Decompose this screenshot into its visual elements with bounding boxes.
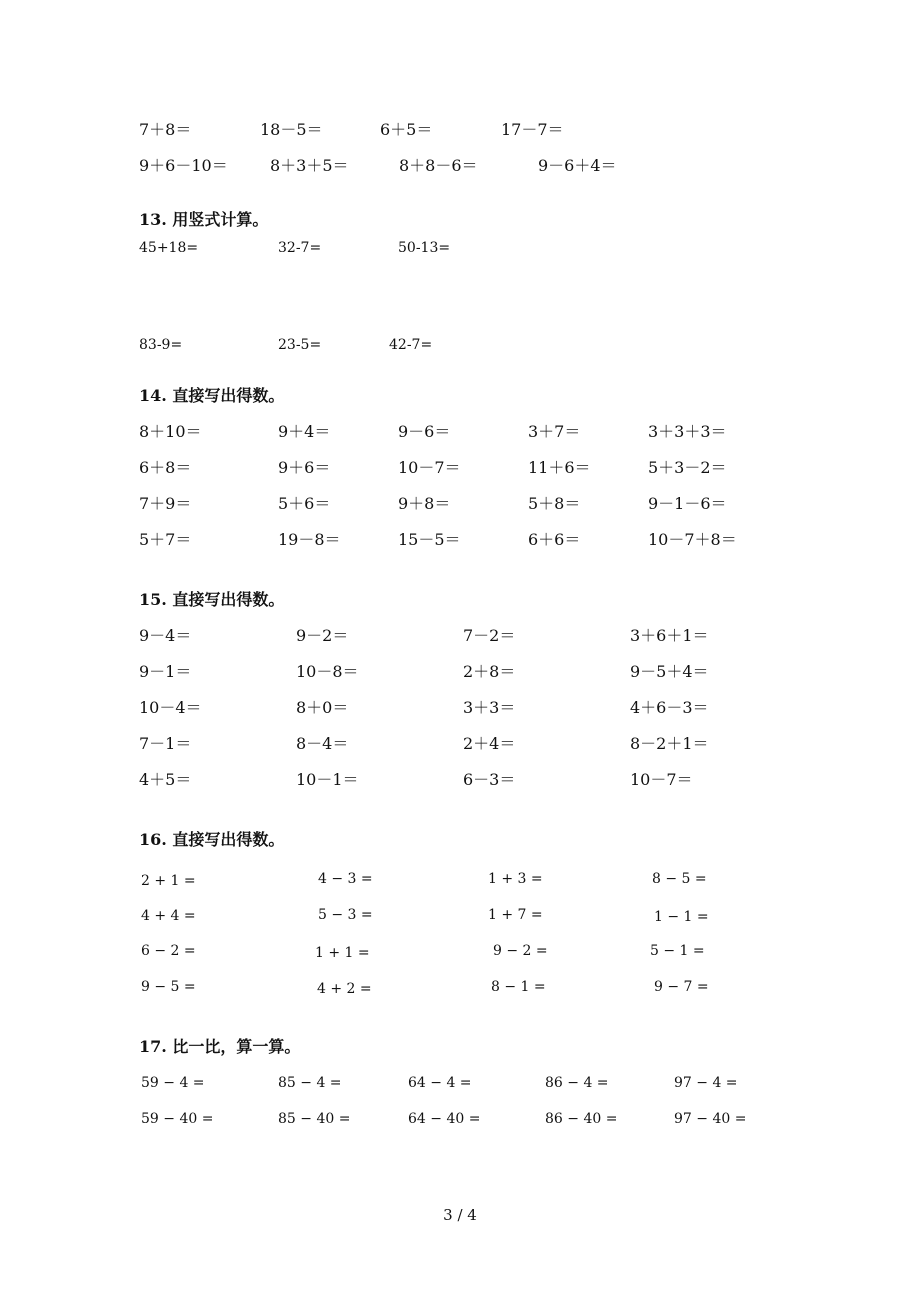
problem: 11＋6＝: [528, 458, 591, 477]
problem: 5＋8＝: [528, 494, 581, 513]
problem: 1 + 3 =: [488, 871, 543, 887]
problem: 85 − 4 =: [278, 1075, 342, 1091]
problem: 7－2＝: [463, 626, 516, 645]
problem: 50-13=: [398, 240, 451, 256]
problem: 7－1＝: [139, 734, 192, 753]
problem: 10－8＝: [296, 662, 359, 681]
page-number: 3 / 4: [443, 1206, 477, 1224]
problem: 85 − 40 =: [278, 1111, 351, 1127]
problem: 59 − 4 =: [141, 1075, 205, 1091]
problem: 8 − 1 =: [491, 979, 546, 995]
problem: 7＋9＝: [139, 494, 192, 513]
problem: 4 + 4 =: [141, 908, 196, 924]
problem: 9＋6＝: [278, 458, 331, 477]
problem: 9－5＋4＝: [630, 662, 709, 681]
problem: 9－1－6＝: [648, 494, 727, 513]
problem: 3＋6＋1＝: [630, 626, 709, 645]
problem: 9＋6－10＝: [139, 156, 228, 175]
problem: 4 − 3 =: [318, 871, 373, 887]
problem: 9 − 2 =: [493, 943, 548, 959]
section-title: 15. 直接写出得数。: [139, 590, 285, 609]
problem: 10－1＝: [296, 770, 359, 789]
problem: 23-5=: [278, 337, 322, 353]
problem: 10－7＝: [630, 770, 693, 789]
problem: 64 − 40 =: [408, 1111, 481, 1127]
problem: 3＋3＝: [463, 698, 516, 717]
problem: 9－1＝: [139, 662, 192, 681]
problem: 45+18=: [139, 240, 199, 256]
problem: 59 − 40 =: [141, 1111, 214, 1127]
problem: 9－6＋4＝: [538, 156, 617, 175]
section-title: 16. 直接写出得数。: [139, 830, 285, 849]
problem: 9 − 5 =: [141, 979, 196, 995]
problem: 10－7＋8＝: [648, 530, 737, 549]
problem: 83-9=: [139, 337, 183, 353]
problem: 86 − 40 =: [545, 1111, 618, 1127]
problem: 1 − 1 =: [654, 909, 709, 925]
problem: 97 − 40 =: [674, 1111, 747, 1127]
problem: 1 + 7 =: [488, 907, 543, 923]
problem: 9－4＝: [139, 626, 192, 645]
problem: 6＋6＝: [528, 530, 581, 549]
problem: 18－5＝: [260, 120, 323, 139]
problem: 8－2＋1＝: [630, 734, 709, 753]
problem: 3＋3＋3＝: [648, 422, 727, 441]
problem: 64 − 4 =: [408, 1075, 472, 1091]
problem: 8 − 5 =: [652, 871, 707, 887]
problem: 9－6＝: [398, 422, 451, 441]
problem: 1 + 1 =: [315, 945, 370, 961]
problem: 97 − 4 =: [674, 1075, 738, 1091]
problem: 6 − 2 =: [141, 943, 196, 959]
problem: 4＋6－3＝: [630, 698, 709, 717]
problem: 5 − 1 =: [650, 943, 705, 959]
section-title: 17. 比一比，算一算。: [139, 1037, 301, 1056]
problem: 4 + 2 =: [317, 981, 372, 997]
problem: 8＋10＝: [139, 422, 202, 441]
problem: 6＋8＝: [139, 458, 192, 477]
problem: 32-7=: [278, 240, 322, 256]
problem: 42-7=: [389, 337, 433, 353]
problem: 15－5＝: [398, 530, 461, 549]
problem: 9＋8＝: [398, 494, 451, 513]
problem: 6－3＝: [463, 770, 516, 789]
section-title: 14. 直接写出得数。: [139, 386, 285, 405]
problem: 3＋7＝: [528, 422, 581, 441]
problem: 2＋8＝: [463, 662, 516, 681]
problem: 2＋4＝: [463, 734, 516, 753]
problem: 6＋5＝: [380, 120, 433, 139]
problem: 8＋0＝: [296, 698, 349, 717]
problem: 10－7＝: [398, 458, 461, 477]
problem: 10－4＝: [139, 698, 202, 717]
problem: 5＋7＝: [139, 530, 192, 549]
problem: 5＋3－2＝: [648, 458, 727, 477]
problem: 7＋8＝: [139, 120, 192, 139]
problem: 9－2＝: [296, 626, 349, 645]
problem: 19－8＝: [278, 530, 341, 549]
problem: 4＋5＝: [139, 770, 192, 789]
problem: 9 − 7 =: [654, 979, 709, 995]
problem: 8＋8－6＝: [399, 156, 478, 175]
problem: 9＋4＝: [278, 422, 331, 441]
problem: 8－4＝: [296, 734, 349, 753]
problem: 2 + 1 =: [141, 873, 196, 889]
problem: 86 − 4 =: [545, 1075, 609, 1091]
problem: 8＋3＋5＝: [270, 156, 349, 175]
problem: 5 − 3 =: [318, 907, 373, 923]
problem: 5＋6＝: [278, 494, 331, 513]
section-title: 13. 用竖式计算。: [139, 210, 269, 229]
problem: 17－7＝: [501, 120, 564, 139]
